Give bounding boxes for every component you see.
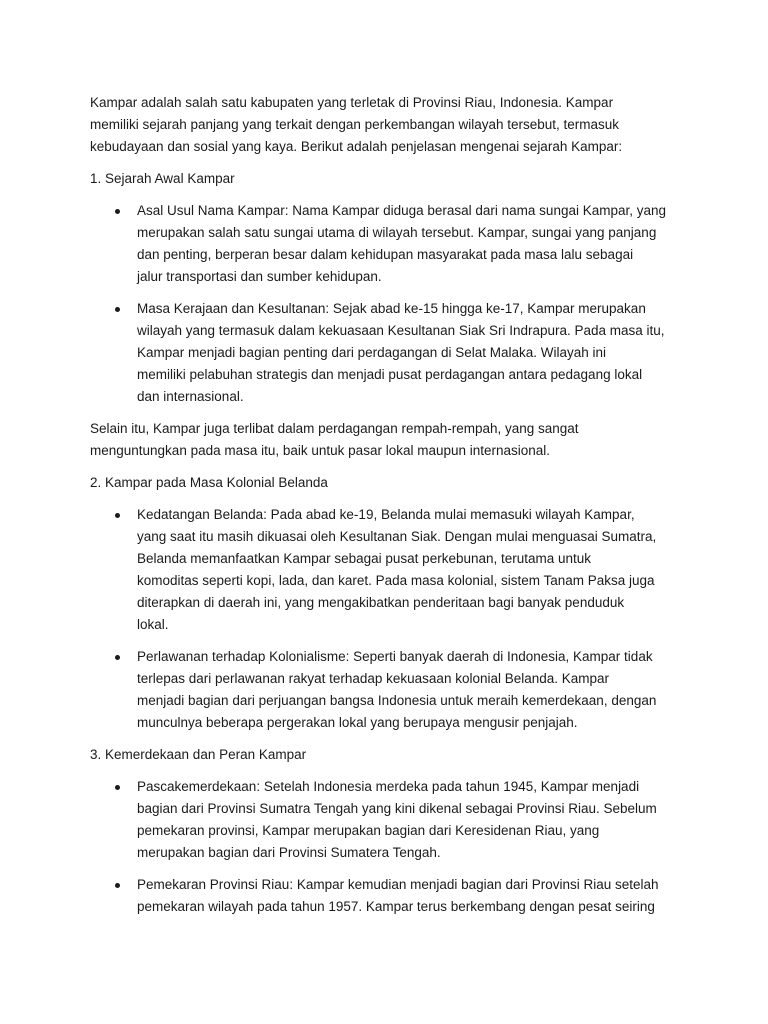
bullet-marker bbox=[115, 513, 120, 518]
bullet-marker bbox=[115, 209, 120, 214]
text-line: dan internasional. bbox=[137, 389, 244, 404]
text-line: Kampar menjadi bagian penting dari perdagangan di Selat Malaka. Wilayah ini bbox=[137, 345, 607, 360]
text-line: Masa Kerajaan dan Kesultanan: Sejak abad ke-15 hingga ke-17, Kampar merupakan bbox=[137, 301, 646, 316]
text-line: menguntungkan pada masa itu, baik untuk pasar lokal maupun internasional. bbox=[90, 443, 551, 458]
bullet-item bbox=[90, 646, 730, 734]
text-line: merupakan bagian dari Provinsi Sumatera Tengah. bbox=[137, 845, 441, 860]
text-line: Kampar adalah salah satu kabupaten yang terletak di Provinsi Riau, Indonesia. Kampar bbox=[90, 95, 614, 110]
bullet-marker bbox=[115, 785, 120, 790]
text-line: bagian dari Provinsi Sumatra Tengah yang kini dikenal sebagai Provinsi Riau. Sebelum bbox=[137, 801, 657, 816]
bullet-marker bbox=[115, 883, 120, 888]
text-line: munculnya beberapa pergerakan lokal yang berupaya mengusir penjajah. bbox=[137, 715, 578, 730]
text-line: pemekaran provinsi, Kampar merupakan bagian dari Keresidenan Riau, yang bbox=[137, 823, 600, 838]
text-line: Pascakemerdekaan: Setelah Indonesia merdeka pada tahun 1945, Kampar menjadi bbox=[137, 779, 640, 794]
text-line: wilayah yang termasuk dalam kekuasaan Kesultanan Siak Sri Indrapura. Pada masa itu, bbox=[137, 323, 665, 338]
text-line: diterapkan di daerah ini, yang mengakibatkan penderitaan bagi banyak penduduk bbox=[137, 595, 625, 610]
text-line: memiliki sejarah panjang yang terkait dengan perkembangan wilayah tersebut, termasuk bbox=[90, 117, 620, 132]
text-line: pemekaran wilayah pada tahun 1957. Kampar terus berkembang dengan pesat seiring bbox=[137, 899, 655, 914]
text-line: Belanda memanfaatkan Kampar sebagai pusat perkebunan, terutama untuk bbox=[137, 551, 592, 566]
text-line: memiliki pelabuhan strategis dan menjadi pusat perdagangan antara pedagang lokal bbox=[137, 367, 643, 382]
text-line: Pemekaran Provinsi Riau: Kampar kemudian menjadi bagian dari Provinsi Riau setelah bbox=[137, 877, 659, 892]
text-line: terlepas dari perlawanan rakyat terhadap kekuasaan kolonial Belanda. Kampar bbox=[137, 671, 610, 686]
bullet-item bbox=[90, 504, 730, 636]
bullet-item bbox=[90, 200, 730, 288]
text-line: jalur transportasi dan sumber kehidupan. bbox=[137, 269, 382, 284]
bullet-marker bbox=[115, 655, 120, 660]
text-line: Asal Usul Nama Kampar: Nama Kampar diduga berasal dari nama sungai Kampar, yang bbox=[137, 203, 667, 218]
intro-paragraph bbox=[90, 92, 730, 158]
text-line: Kedatangan Belanda: Pada abad ke-19, Belanda mulai memasuki wilayah Kampar, bbox=[137, 507, 635, 522]
text-line: komoditas seperti kopi, lada, dan karet. Pada masa kolonial, sistem Tanam Paksa juga bbox=[137, 573, 655, 588]
text-line: yang saat itu masih dikuasai oleh Kesultanan Siak. Dengan mulai menguasai Sumatra, bbox=[137, 529, 657, 544]
section-heading-3: 3. Kemerdekaan dan Peran Kampar bbox=[90, 747, 307, 762]
text-line: menjadi bagian dari perjuangan bangsa Indonesia untuk meraih kemerdekaan, dengan bbox=[137, 693, 657, 708]
bullet-item bbox=[90, 776, 730, 864]
bullet-item bbox=[90, 298, 730, 408]
text-line: kebudayaan dan sosial yang kaya. Berikut adalah penjelasan mengenai sejarah Kampar: bbox=[90, 139, 623, 154]
section-closing-paragraph bbox=[90, 418, 730, 462]
text-line: dan penting, berperan besar dalam kehidupan masyarakat pada masa lalu sebagai bbox=[137, 247, 634, 262]
bullet-marker bbox=[115, 307, 120, 312]
text-line: Selain itu, Kampar juga terlibat dalam perdagangan rempah-rempah, yang sangat bbox=[90, 421, 579, 436]
section-heading-1: 1. Sejarah Awal Kampar bbox=[90, 171, 235, 186]
text-line: Perlawanan terhadap Kolonialisme: Seperti banyak daerah di Indonesia, Kampar tidak bbox=[137, 649, 653, 664]
document-body bbox=[90, 92, 730, 928]
section-heading-2: 2. Kampar pada Masa Kolonial Belanda bbox=[90, 475, 328, 490]
bullet-item bbox=[90, 874, 730, 918]
text-line: lokal. bbox=[137, 617, 169, 632]
text-line: merupakan salah satu sungai utama di wilayah tersebut. Kampar, sungai yang panjang bbox=[137, 225, 657, 240]
